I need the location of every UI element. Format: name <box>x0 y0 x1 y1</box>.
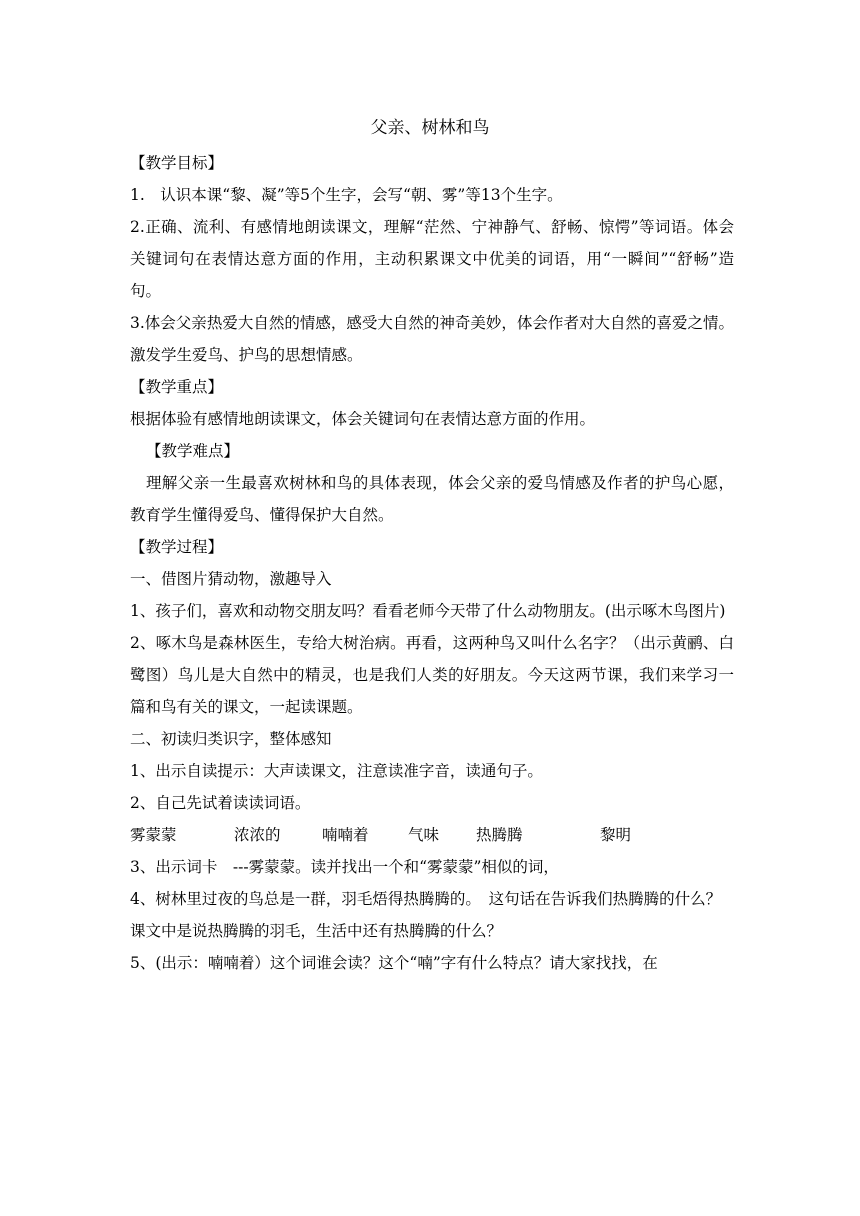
section-heading-goals: 【教学目标】 <box>130 154 224 172</box>
goal-item-2: 2.正确、流利、有感情地朗读课文，理解“茫然、宁神静气、舒畅、惊愕”等词语。体会关键词句在表情达意方面的作用，主动积累课文中优美的词语，用“一瞬间”“舒畅”造句。 <box>130 218 734 300</box>
vocab-word: 喃喃着 <box>322 826 369 844</box>
goal-item-1: 1. 认识本课“黎、凝”等5个生字，会写“朝、雾”等13个生字。 <box>130 186 563 204</box>
section-heading-key-points: 【教学重点】 <box>130 378 224 396</box>
process-step-2-item-4: 4、树林里过夜的鸟总是一群，羽毛焐得热腾腾的。 这句话在告诉我们热腾腾的什么？ <box>130 890 722 908</box>
document-title: 父亲、树林和鸟 <box>370 118 490 138</box>
difficulties-text: 理解父亲一生最喜欢树林和鸟的具体表现，体会父亲的爱鸟情感及作者的护鸟心愿，教育学生懂得爱鸟、懂得保护大自然。 <box>130 474 734 524</box>
document-body <box>130 147 734 979</box>
vocab-word: 浓浓的 <box>234 826 281 844</box>
vocab-word: 热腾腾 <box>476 826 523 844</box>
process-step-1-item-2: 2、啄木鸟是森林医生，专给大树治病。再看，这两种鸟又叫什么名字？（出示黄鹂、白鹭图）鸟儿是大自然中的精灵，也是我们人类的好朋友。今天这两节课，我们来学习一篇和鸟有关的课文，一起读课题。 <box>130 634 734 716</box>
process-step-1-heading: 一、借图片猜动物，激趣导入 <box>130 570 332 588</box>
goal-item-3: 3.体会父亲热爱大自然的情感，感受大自然的神奇美妙，体会作者对大自然的喜爱之情。激发学生爱鸟、护鸟的思想情感。 <box>130 314 734 364</box>
process-step-2-item-4-followup: 课文中是说热腾腾的羽毛，生活中还有热腾腾的什么？ <box>130 922 503 940</box>
vocab-word: 气味 <box>408 826 440 844</box>
process-step-2-item-1: 1、出示自读提示：大声读课文，注意读准字音，读通句子。 <box>130 762 543 780</box>
vocab-word: 雾蒙蒙 <box>130 826 177 844</box>
vocab-word: 黎明 <box>600 826 632 844</box>
key-points-text: 根据体验有感情地朗读课文，体会关键词句在表情达意方面的作用。 <box>130 410 596 428</box>
process-step-2-heading: 二、初读归类识字，整体感知 <box>130 730 332 748</box>
process-step-2-item-5: 5、(出示：喃喃着）这个词谁会读？这个“喃”字有什么特点？请大家找找，在 <box>130 954 658 972</box>
section-heading-process: 【教学过程】 <box>130 538 224 556</box>
section-heading-difficulties: 【教学难点】 <box>146 442 240 460</box>
process-step-2-item-3: 3、出示词卡 ---雾蒙蒙。读并找出一个和“雾蒙蒙”相似的词， <box>130 858 559 876</box>
process-step-1-item-1: 1、孩子们，喜欢和动物交朋友吗？看看老师今天带了什么动物朋友。(出示啄木鸟图片) <box>130 602 726 620</box>
process-step-2-item-2: 2、自己先试着读读词语。 <box>130 794 311 812</box>
vocabulary-row <box>130 819 734 851</box>
